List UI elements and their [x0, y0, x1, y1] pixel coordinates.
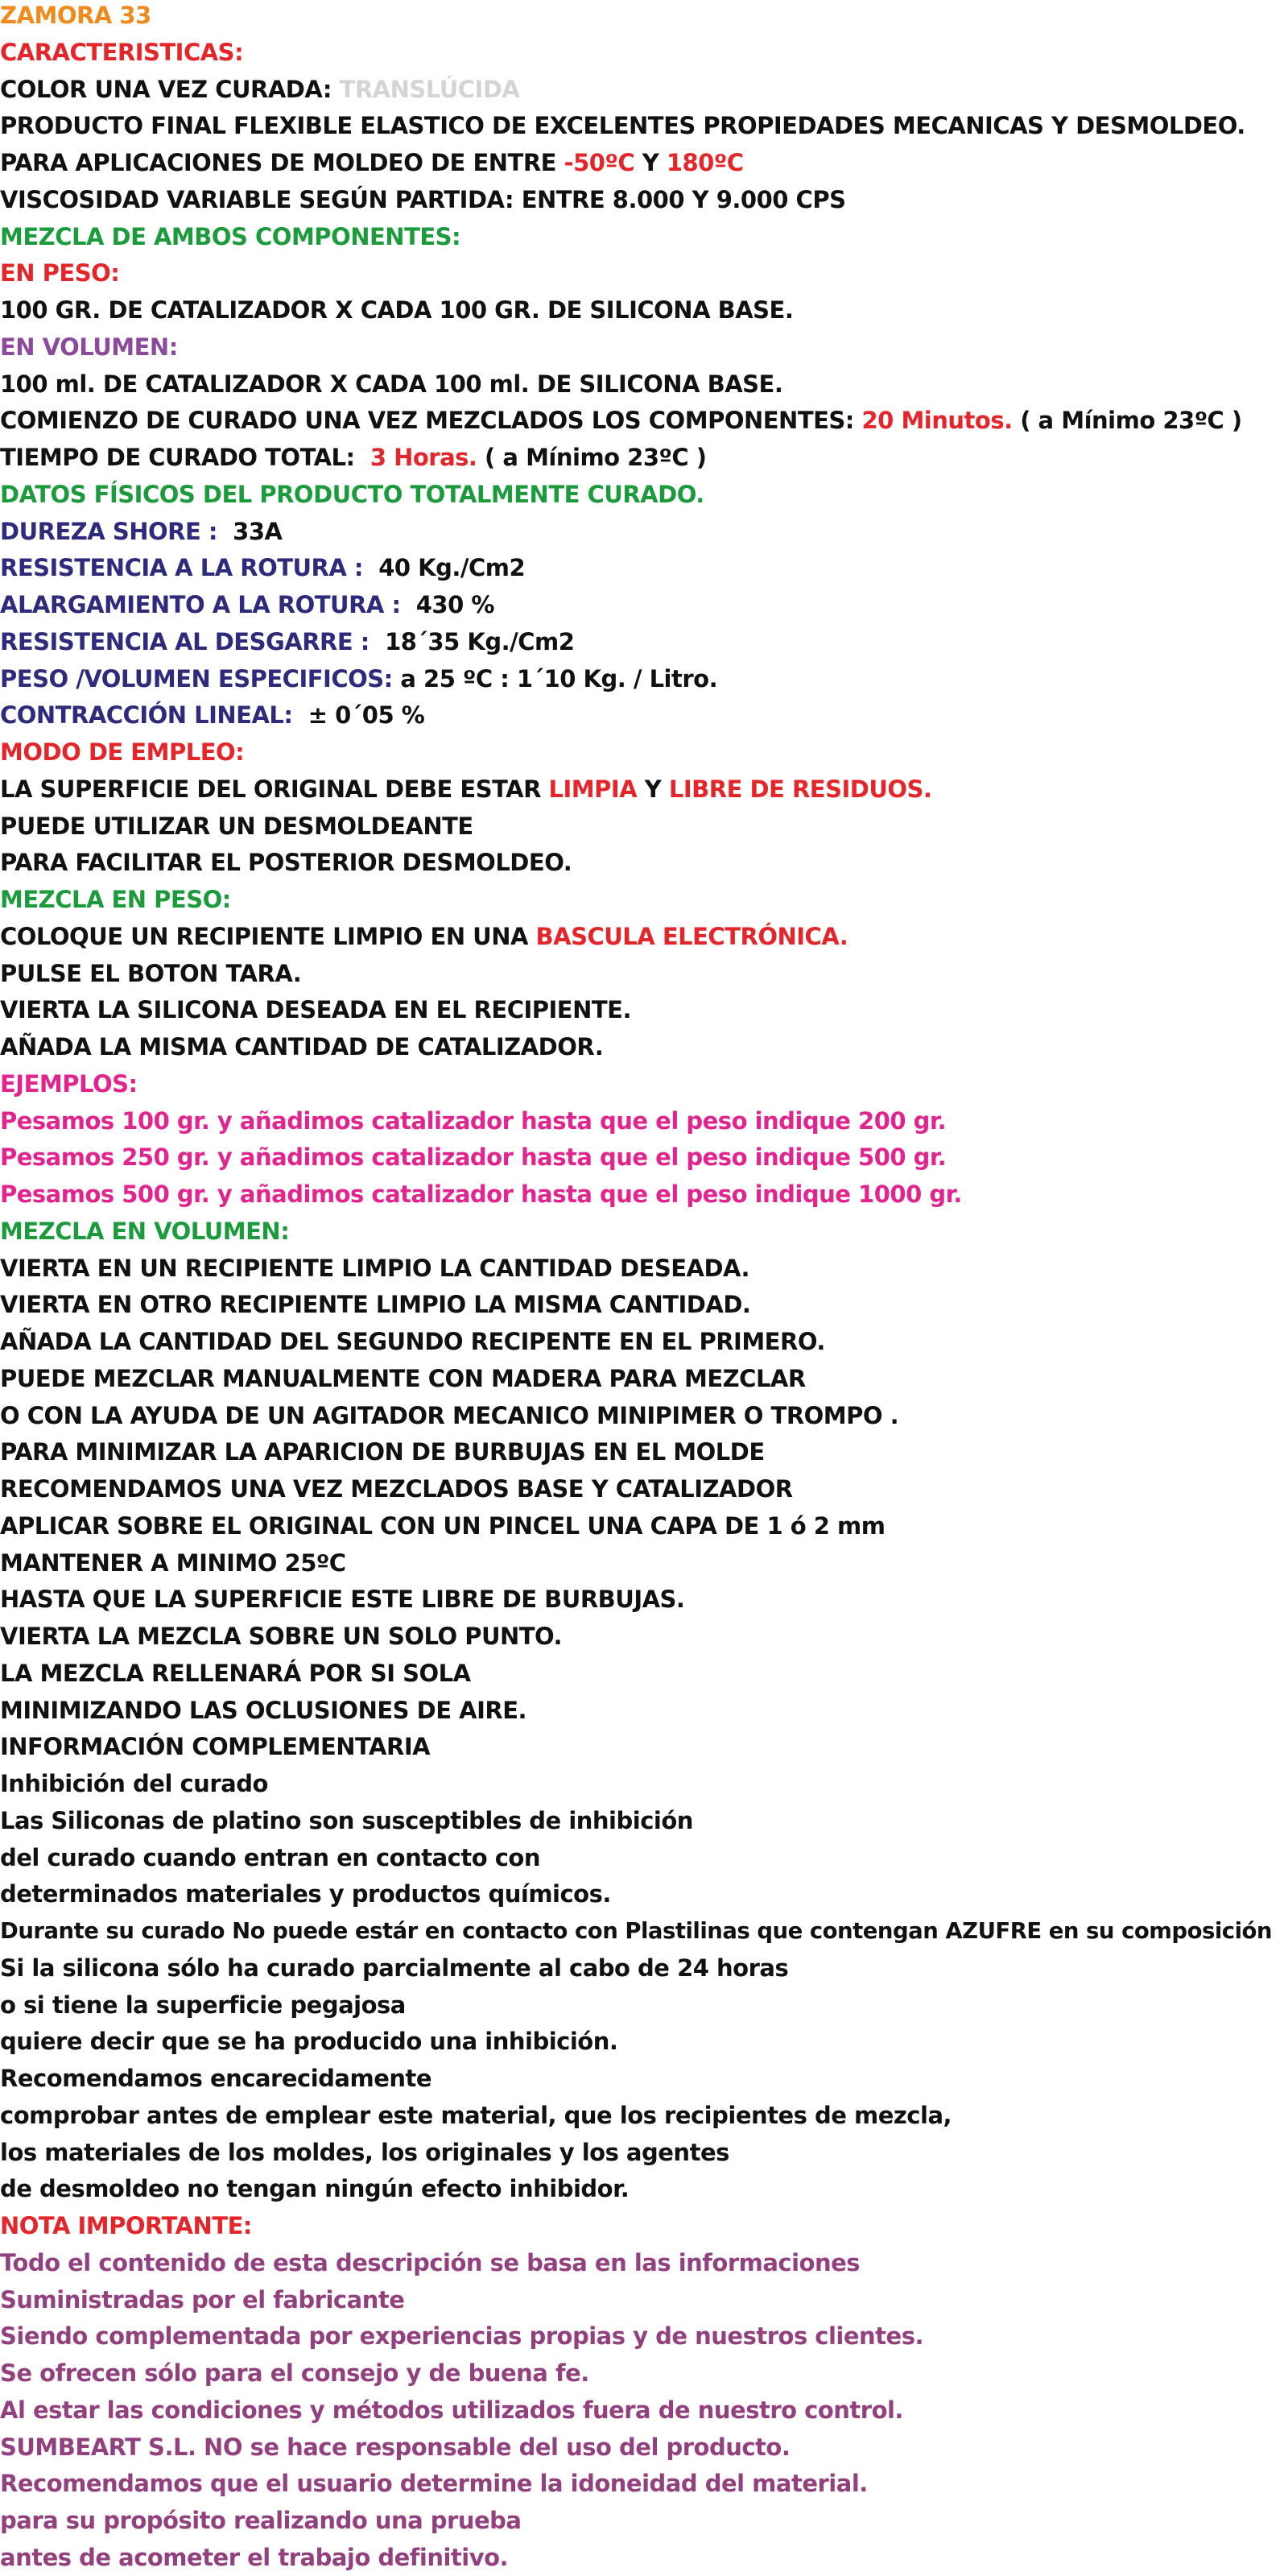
- text-segment: Suministradas por el fabricante: [0, 2285, 405, 2313]
- text-line: [0, 218, 460, 255]
- text-segment: Inhibición del curado: [0, 1770, 268, 1797]
- text-line: [0, 513, 282, 550]
- text-segment: COLOR UNA VEZ CURADA:: [0, 75, 340, 103]
- text-segment: 40 Kg./Cm2: [378, 554, 526, 582]
- text-segment: LIBRE DE RESIDUOS.: [668, 775, 932, 803]
- text-segment: Se ofrecen sólo para el consejo y de buena fe.: [0, 2359, 589, 2387]
- text-segment: AÑADA LA MISMA CANTIDAD DE CATALIZADOR.: [0, 1033, 604, 1061]
- text-line: [0, 1655, 471, 1692]
- text-segment: 430 %: [415, 591, 494, 618]
- text-line: [0, 1176, 962, 1213]
- text-segment: 20 Minutos.: [861, 407, 1013, 435]
- text-segment: EN PESO:: [0, 259, 120, 287]
- text-segment: BASCULA ELECTRÓNICA.: [535, 922, 848, 950]
- text-line: [0, 2023, 617, 2060]
- text-segment: O CON LA AYUDA DE UN AGITADOR MECANICO MINIPIMER O TROMPO .: [0, 1401, 899, 1429]
- text-line: [0, 2392, 903, 2429]
- text-segment: Las Siliconas de platino son susceptibles de inhibición: [0, 1806, 693, 1834]
- text-line: [0, 34, 243, 71]
- text-segment: o si tiene la superficie pegajosa: [0, 1991, 406, 2019]
- text-line: [0, 1139, 946, 1176]
- text-segment: PARA APLICACIONES DE MOLDEO DE ENTRE: [0, 149, 564, 176]
- text-segment: DATOS FÍSICOS DEL PRODUCTO TOTALMENTE CURADO.: [0, 480, 704, 508]
- text-segment: COMIENZO DE CURADO UNA VEZ MEZCLADOS LOS COMPONENTES:: [0, 407, 862, 435]
- text-segment: del curado cuando entran en contacto con: [0, 1843, 541, 1871]
- text-segment: NOTA IMPORTANTE:: [0, 2212, 253, 2239]
- text-line: [0, 1028, 603, 1065]
- text-segment: LIMPIA: [548, 775, 638, 803]
- text-line: [0, 0, 151, 34]
- text-line: [0, 2244, 860, 2281]
- text-line: [0, 1544, 346, 1582]
- text-segment: EN VOLUMEN:: [0, 333, 178, 361]
- text-segment: CONTRACCIÓN LINEAL:: [0, 701, 308, 730]
- text-line: [0, 366, 782, 403]
- text-segment: MANTENER A MINIMO 25ºC: [0, 1548, 346, 1577]
- text-line: [0, 2097, 952, 2134]
- text-segment: PULSE EL BOTON TARA.: [0, 959, 302, 987]
- text-line: [0, 439, 707, 476]
- text-segment: Recomendamos encarecidamente: [0, 2065, 432, 2092]
- text-segment: PUEDE UTILIZAR UN DESMOLDEANTE: [0, 812, 473, 840]
- text-line: [0, 1802, 693, 1839]
- text-line: [0, 2465, 868, 2502]
- text-segment: VIERTA LA MEZCLA SOBRE UN SOLO PUNTO.: [0, 1623, 563, 1650]
- text-line: [0, 2207, 252, 2244]
- text-segment: Pesamos 500 gr. y añadimos catalizador hasta que el peso indique 1000 gr.: [0, 1180, 962, 1208]
- text-line: [0, 1987, 406, 2024]
- text-line: [0, 1581, 684, 1618]
- text-line: [0, 1692, 526, 1729]
- text-line: [0, 660, 717, 697]
- text-line: [0, 71, 519, 108]
- text-line: [0, 918, 848, 955]
- text-segment: VIERTA EN OTRO RECIPIENTE LIMPIO LA MISMA CANTIDAD.: [0, 1291, 751, 1319]
- text-segment: VIERTA LA SILICONA DESEADA EN EL RECIPIENTE.: [0, 996, 631, 1024]
- text-line: [0, 1065, 138, 1102]
- text-segment: PRODUCTO FINAL FLEXIBLE ELASTICO DE EXCELENTES PROPIEDADES MECANICAS Y DESMOLDEO.: [0, 112, 1245, 140]
- text-line: [0, 2170, 629, 2207]
- text-segment: Recomendamos que el usuario determine la idoneidad del material.: [0, 2470, 868, 2498]
- text-line: [0, 1323, 825, 1360]
- text-segment: PARA FACILITAR EL POSTERIOR DESMOLDEO.: [0, 849, 572, 877]
- text-line: [0, 1912, 1272, 1950]
- text-line: [0, 254, 119, 292]
- text-line: [0, 329, 178, 366]
- text-segment: Y: [634, 149, 667, 176]
- text-line: [0, 1213, 289, 1250]
- text-segment: 100 ml. DE CATALIZADOR X CADA 100 ml. DE SILICONA BASE.: [0, 370, 783, 398]
- text-line: [0, 549, 525, 586]
- text-line: [0, 2318, 923, 2355]
- text-line: [0, 1102, 946, 1139]
- text-segment: INFORMACIÓN COMPLEMENTARIA: [0, 1733, 431, 1761]
- text-segment: DUREZA SHORE :: [0, 517, 233, 545]
- text-segment: PARA MINIMIZAR LA APARICION DE BURBUJAS EN EL MOLDE: [0, 1438, 765, 1466]
- text-line: [0, 623, 574, 660]
- text-line: [0, 292, 793, 329]
- text-line: [0, 144, 744, 181]
- text-line: [0, 734, 244, 771]
- text-segment: VISCOSIDAD VARIABLE SEGÚN PARTIDA: ENTRE 8.000 Y 9.000 CPS: [0, 185, 846, 213]
- text-segment: ALARGAMIENTO A LA ROTURA :: [0, 591, 416, 618]
- text-line: [0, 1728, 430, 1765]
- text-line: [0, 2060, 431, 2097]
- text-segment: determinados materiales y productos químicos.: [0, 1880, 611, 1908]
- text-line: [0, 844, 572, 881]
- text-line: [0, 2429, 790, 2466]
- text-line: [0, 1433, 765, 1470]
- text-line: [0, 771, 931, 808]
- text-segment: ( a Mínimo 23ºC ): [477, 444, 707, 471]
- text-segment: PUEDE MEZCLAR MANUALMENTE CON MADERA PARA MEZCLAR: [0, 1364, 806, 1392]
- text-line: [0, 1250, 749, 1287]
- text-segment: -50ºC: [564, 149, 635, 176]
- text-segment: RESISTENCIA A LA ROTURA :: [0, 554, 379, 582]
- text-segment: MEZCLA EN PESO:: [0, 886, 231, 913]
- text-segment: Pesamos 250 gr. y añadimos catalizador hasta que el peso indique 500 gr.: [0, 1143, 947, 1172]
- text-line: [0, 2281, 404, 2318]
- text-line: [0, 181, 845, 218]
- text-segment: EJEMPLOS:: [0, 1069, 138, 1098]
- text-segment: Siendo complementada por experiencias propias y de nuestros clientes.: [0, 2322, 923, 2351]
- text-line: [0, 1470, 793, 1507]
- text-segment: CARACTERISTICAS:: [0, 38, 244, 66]
- text-segment: antes de acometer el trabajo definitivo.: [0, 2543, 509, 2571]
- text-segment: AÑADA LA CANTIDAD DEL SEGUNDO RECIPENTE EN EL PRIMERO.: [0, 1328, 825, 1355]
- text-segment: Todo el contenido de esta descripción se basa en las informaciones: [0, 2248, 861, 2276]
- text-line: [0, 402, 1242, 439]
- text-line: [0, 697, 424, 734]
- text-line: [0, 2134, 729, 2171]
- text-line: [0, 107, 1245, 144]
- text-segment: los materiales de los moldes, los originales y los agentes: [0, 2138, 729, 2166]
- text-line: [0, 1765, 268, 1802]
- text-segment: comprobar antes de emplear este material, que los recipientes de mezcla,: [0, 2101, 952, 2129]
- text-segment: APLICAR SOBRE EL ORIGINAL CON UN PINCEL UNA CAPA DE 1 ó 2 mm: [0, 1511, 886, 1540]
- text-line: [0, 881, 231, 918]
- text-segment: de desmoldeo no tengan ningún efecto inhibidor.: [0, 2175, 630, 2203]
- text-segment: MODO DE EMPLEO:: [0, 738, 245, 766]
- text-segment: HASTA QUE LA SUPERFICIE ESTE LIBRE DE BURBUJAS.: [0, 1586, 685, 1614]
- text-segment: para su propósito realizando una prueba: [0, 2507, 522, 2534]
- text-line: [0, 1875, 611, 1912]
- text-line: [0, 586, 494, 623]
- text-line: [0, 476, 704, 513]
- text-segment: Pesamos 100 gr. y añadimos catalizador hasta que el peso indique 200 gr.: [0, 1106, 947, 1135]
- text-segment: ( a Mínimo 23ºC ): [1012, 407, 1242, 435]
- text-segment: Al estar las condiciones y métodos utilizados fuera de nuestro control.: [0, 2396, 903, 2424]
- text-segment: TIEMPO DE CURADO TOTAL:: [0, 444, 370, 471]
- text-segment: 180ºC: [666, 149, 744, 176]
- text-segment: RESISTENCIA AL DESGARRE :: [0, 627, 386, 655]
- text-segment: MINIMIZANDO LAS OCLUSIONES DE AIRE.: [0, 1696, 527, 1724]
- text-line: [0, 808, 473, 845]
- text-segment: a 25 ºC : 1´10 Kg. / Litro.: [400, 664, 718, 693]
- text-segment: 33A: [233, 517, 283, 545]
- text-segment: 18´35 Kg./Cm2: [385, 627, 575, 655]
- text-segment: ZAMORA 33: [0, 2, 151, 29]
- text-segment: SUMBEART S.L. NO se hace responsable del uso del producto.: [0, 2433, 791, 2461]
- text-line: [0, 1397, 898, 1434]
- text-line: [0, 1507, 885, 1544]
- text-line: [0, 955, 301, 992]
- text-segment: PESO /VOLUMEN ESPECIFICOS:: [0, 664, 401, 693]
- text-segment: TRANSLÚCIDA: [339, 75, 520, 103]
- text-line: [0, 991, 631, 1028]
- text-segment: Si la silicona sólo ha curado parcialmente al cabo de 24 horas: [0, 1954, 789, 1982]
- text-segment: MEZCLA DE AMBOS COMPONENTES:: [0, 222, 461, 250]
- text-segment: LA SUPERFICIE DEL ORIGINAL DEBE ESTAR: [0, 775, 549, 803]
- text-segment: Durante su curado No puede estár en contacto con Plastilinas que contengan AZUFRE en su composición: [0, 1918, 1272, 1944]
- text-line: [0, 2502, 522, 2539]
- text-line: [0, 1286, 750, 1323]
- text-line: [0, 2355, 589, 2392]
- text-segment: LA MEZCLA RELLENARÁ POR SI SOLA: [0, 1659, 471, 1687]
- text-segment: ± 0´05 %: [308, 701, 425, 730]
- text-segment: 3 Horas.: [370, 444, 477, 471]
- text-line: [0, 1950, 788, 1987]
- text-segment: MEZCLA EN VOLUMEN:: [0, 1217, 290, 1245]
- text-line: [0, 1360, 806, 1397]
- text-segment: RECOMENDAMOS UNA VEZ MEZCLADOS BASE Y CATALIZADOR: [0, 1475, 793, 1503]
- text-segment: VIERTA EN UN RECIPIENTE LIMPIO LA CANTIDAD DESEADA.: [0, 1254, 750, 1282]
- text-segment: 100 GR. DE CATALIZADOR X CADA 100 GR. DE SILICONA BASE.: [0, 296, 794, 324]
- text-line: [0, 2539, 508, 2576]
- text-segment: quiere decir que se ha producido una inhibición.: [0, 2028, 618, 2056]
- text-segment: Y: [637, 775, 669, 803]
- text-line: [0, 1618, 562, 1655]
- text-line: [0, 1839, 540, 1876]
- text-segment: COLOQUE UN RECIPIENTE LIMPIO EN UNA: [0, 922, 536, 950]
